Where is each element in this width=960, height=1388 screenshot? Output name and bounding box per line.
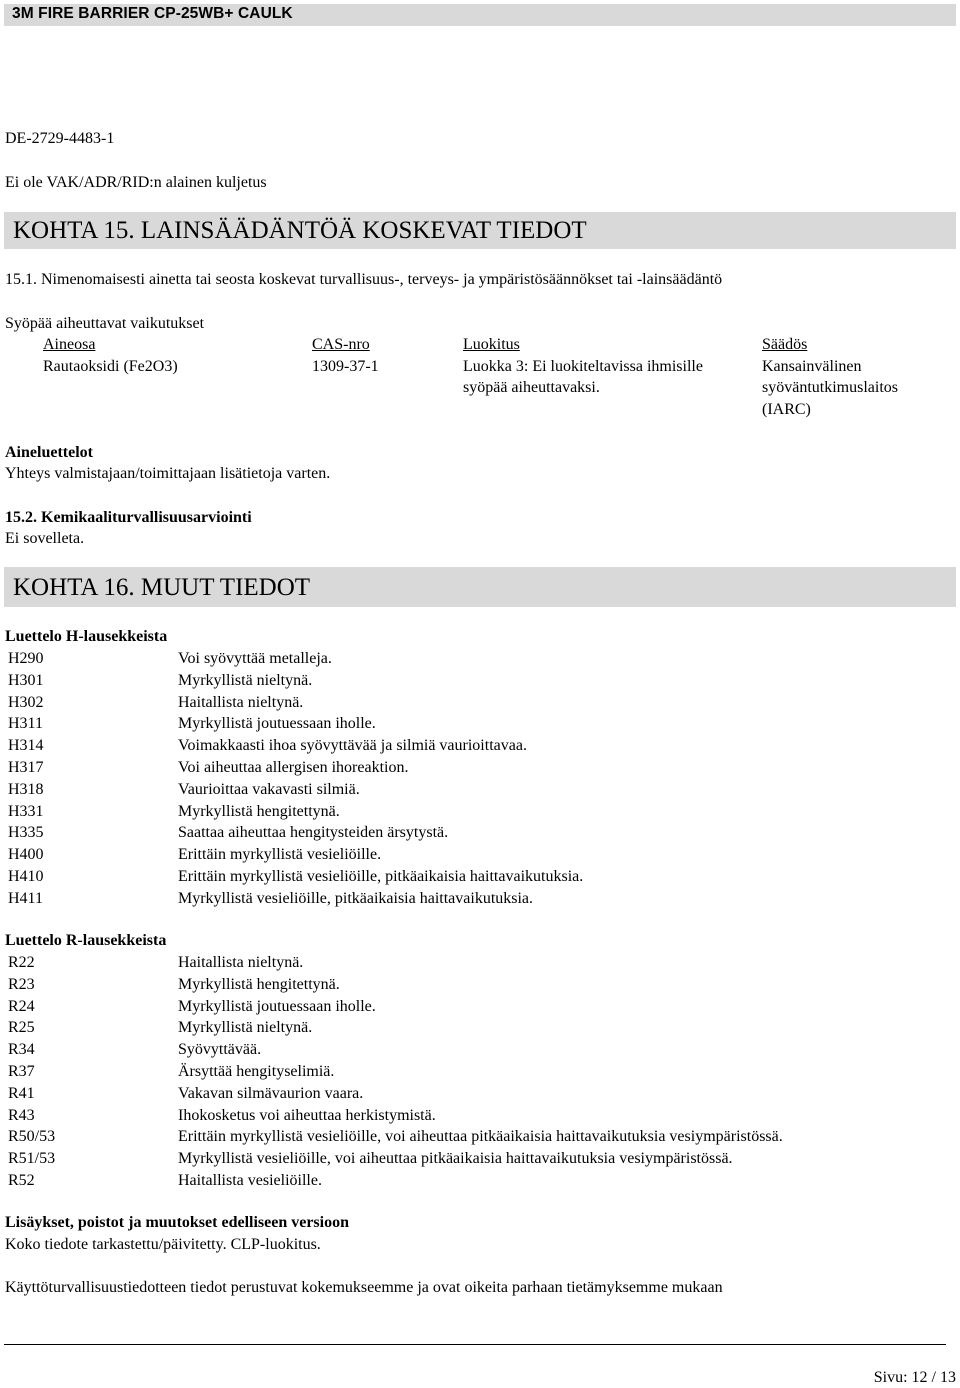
page-number: Sivu: 12 / 13	[873, 1369, 956, 1386]
h_phrases-text: Myrkyllistä vesieliöille, pitkäaikaisia haittavaikutuksia.	[178, 889, 534, 907]
section-16-title: KOHTA 16. MUUT TIEDOT	[13, 574, 311, 601]
document-id: DE-2729-4483-1	[5, 130, 115, 147]
h_phrases-code: H400	[8, 846, 44, 864]
section-15-title: KOHTA 15. LAINSÄÄDÄNTÖÄ KOSKEVAT TIEDOT	[13, 217, 587, 244]
h_phrases-text: Myrkyllistä nieltynä.	[178, 671, 313, 689]
r_phrases-text: Haitallista nieltynä.	[178, 954, 304, 971]
r_phrases-code: R23	[8, 975, 35, 993]
regulation-cell-line-3: (IARC)	[762, 401, 811, 418]
r_phrases-text: Ihokosketus voi aiheuttaa herkistymistä.	[178, 1106, 436, 1124]
regulation-cell-line-2: syöväntutkimuslaitos	[762, 379, 898, 396]
section-16-header	[4, 567, 956, 607]
h_phrases-code: H331	[8, 802, 44, 820]
r_phrases-code: R25	[8, 1019, 35, 1037]
section-15-header	[4, 212, 956, 249]
r_phrases-code: R50/53	[8, 1128, 56, 1146]
h_phrases-text: Myrkyllistä hengitettynä.	[178, 802, 340, 820]
r_phrases-text: Syövyttävää.	[178, 1041, 262, 1059]
r_phrases-code: R34	[8, 1041, 35, 1059]
r_phrases-text: Myrkyllistä hengitettynä.	[178, 975, 340, 993]
classification-cell-line-1: Luokka 3: Ei luokiteltavissa ihmisille	[463, 358, 703, 375]
h_phrases-code: H311	[8, 715, 43, 733]
column-header-classification: Luokitus	[463, 336, 520, 353]
footer-divider	[4, 1344, 946, 1345]
ingredient-cell: Rautaoksidi (Fe2O3)	[43, 358, 178, 375]
h_phrases-text: Vaurioittaa vakavasti silmiä.	[178, 780, 360, 798]
regulation-cell-line-1: Kansainvälinen	[762, 358, 862, 375]
document-header	[4, 4, 956, 26]
subsection-15-1-title: 15.1. Nimenomaisesti ainetta tai seosta koskevat turvallisuus-, terveys- ja ympäristösäännökset tai -lainsäädäntö	[5, 271, 723, 288]
inventories-heading: Aineluettelot	[5, 444, 93, 461]
h_phrases-code: H335	[8, 824, 44, 842]
r_phrases-text: Myrkyllistä joutuessaan iholle.	[178, 997, 376, 1015]
r_phrases-text: Ärsyttää hengityselimiä.	[178, 1062, 335, 1080]
r_phrases-text: Myrkyllistä vesieliöille, voi aiheuttaa pitkäaikaisia haittavaikutuksia vesiympäristössä.	[178, 1150, 733, 1168]
subsection-15-2-text: Ei sovelleta.	[5, 530, 85, 547]
disclaimer-text: Käyttöturvallisuustiedotteen tiedot perustuvat kokemukseemme ja ovat oikeita parhaan tietämyksemme mukaan	[5, 1279, 723, 1296]
column-header-ingredient: Aineosa	[43, 336, 96, 353]
h_phrases-text: Saattaa aiheuttaa hengitysteiden ärsytystä.	[178, 824, 449, 842]
transport-note: Ei ole VAK/ADR/RID:n alainen kuljetus	[5, 174, 267, 191]
column-header-cas: CAS-nro	[312, 336, 370, 353]
h_phrases-code: H410	[8, 867, 44, 885]
h_phrases-code: H314	[8, 737, 44, 755]
h_phrases-text: Erittäin myrkyllistä vesieliöille, pitkäaikaisia haittavaikutuksia.	[178, 867, 584, 885]
r_phrases-code: R24	[8, 997, 35, 1015]
r_phrases-code: R37	[8, 1062, 35, 1080]
h_phrases-code: H302	[8, 693, 44, 711]
h_phrases-text: Myrkyllistä joutuessaan iholle.	[178, 715, 376, 733]
r_phrases-code: R43	[8, 1106, 35, 1124]
h_phrases-code: H301	[8, 671, 44, 689]
inventories-text: Yhteys valmistajaan/toimittajaan lisätietoja varten.	[5, 465, 331, 482]
carcinogen-heading: Syöpää aiheuttavat vaikutukset	[5, 315, 205, 332]
h_phrases-text: Voi aiheuttaa allergisen ihoreaktion.	[178, 758, 409, 776]
product-title: 3M FIRE BARRIER CP-25WB+ CAULK	[12, 5, 293, 22]
r_phrases-code: R51/53	[8, 1150, 56, 1168]
h_phrases-code: H318	[8, 780, 44, 798]
r_phrases-code: R41	[8, 1084, 35, 1102]
h_phrases-text: Voi syövyttää metalleja.	[178, 650, 332, 667]
r_phrases-code: R22	[8, 954, 35, 971]
h_phrases-text: Erittäin myrkyllistä vesieliöille.	[178, 846, 382, 864]
r_phrases-code: R52	[8, 1171, 35, 1189]
column-header-regulation: Säädös	[762, 336, 808, 353]
classification-cell-line-2: syöpää aiheuttavaksi.	[463, 379, 600, 396]
r_phrases-text: Myrkyllistä nieltynä.	[178, 1019, 313, 1037]
cas-cell: 1309-37-1	[312, 358, 379, 375]
r_phrases-text: Vakavan silmävaurion vaara.	[178, 1084, 364, 1102]
r_phrases-text: Erittäin myrkyllistä vesieliöille, voi aiheuttaa pitkäaikaisia haittavaikutuksia vesiympäristössä.	[178, 1128, 783, 1146]
subsection-15-2-title: 15.2. Kemikaaliturvallisuusarviointi	[5, 509, 252, 526]
h_phrases-text: Haitallista nieltynä.	[178, 693, 304, 711]
changes-text: Koko tiedote tarkastettu/päivitetty. CLP-luokitus.	[5, 1236, 321, 1253]
r-phrases-heading: Luettelo R-lausekkeista	[5, 932, 167, 949]
h_phrases-code: H317	[8, 758, 44, 776]
r_phrases-text: Haitallista vesieliöille.	[178, 1171, 322, 1189]
h-phrases-heading: Luettelo H-lausekkeista	[5, 628, 168, 645]
h_phrases-text: Voimakkaasti ihoa syövyttävää ja silmiä vaurioittavaa.	[178, 737, 527, 755]
h_phrases-code: H411	[8, 889, 43, 907]
changes-heading: Lisäykset, poistot ja muutokset edelliseen versioon	[5, 1214, 349, 1231]
h_phrases-code: H290	[8, 650, 44, 667]
